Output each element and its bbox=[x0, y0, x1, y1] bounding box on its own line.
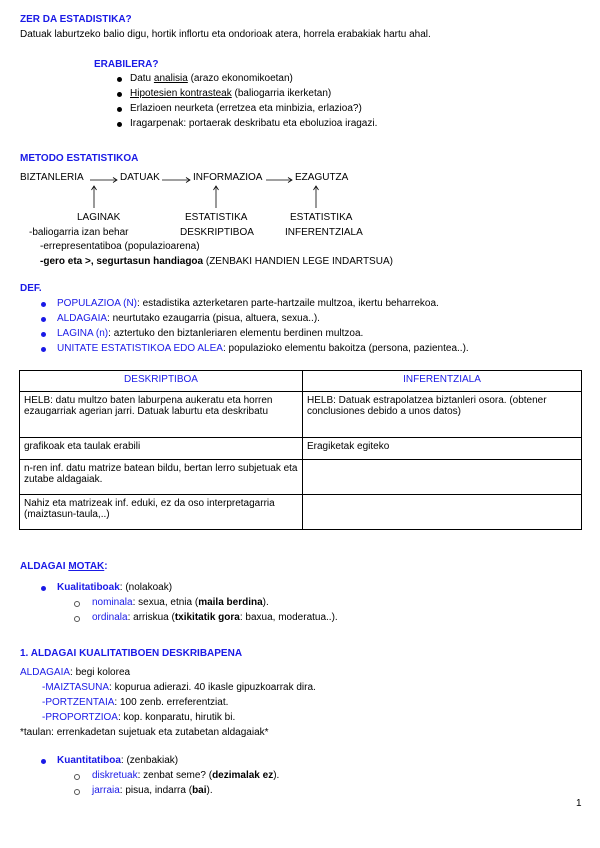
nominala-item: nominala: sexua, etnia (maila berdina). bbox=[92, 597, 269, 608]
deskriptiboa-label: ESTATISTIKA bbox=[185, 212, 248, 223]
table-cell: HELB: datu multzo baten laburpena aukeratu eta horren ezaugarriak agerian jarri. Datuak laburtu eta deskribatu bbox=[20, 392, 303, 438]
flow-step: BIZTANLERIA bbox=[20, 172, 84, 183]
inferentziala-label: INFERENTZIALA bbox=[285, 227, 363, 238]
portzentaia-line: -PORTZENTAIA: 100 zenb. erreferentziat. bbox=[42, 697, 229, 708]
deskribapena-title: 1. ALDAGAI KUALITATIBOEN DESKRIBAPENA bbox=[20, 648, 243, 659]
bullet-icon bbox=[41, 586, 46, 591]
metodo-note: -errepresentatiboa (populazioarena) bbox=[40, 241, 200, 252]
jarraia-item: jarraia: pisua, indarra (bai). bbox=[92, 785, 213, 796]
table-cell: Nahiz eta matrizeak inf. eduki, ez da oso interpretagarria (maiztasun-taula,..) bbox=[20, 495, 303, 530]
aldagaia-line: ALDAGAIA: begi kolorea bbox=[20, 667, 131, 678]
table-header: DESKRIPTIBOA bbox=[20, 371, 303, 392]
lagina-label: LAGINAK bbox=[77, 212, 121, 223]
erabilera-item: Erlazioen neurketa (erretzea eta minbizia, erlazioa?) bbox=[130, 103, 362, 114]
bullet-icon bbox=[41, 317, 46, 322]
sub-bullet-icon bbox=[74, 616, 80, 622]
deskriptiboa-label: DESKRIPTIBOA bbox=[180, 227, 254, 238]
inferentziala-label: ESTATISTIKA bbox=[290, 212, 353, 223]
diskretuak-item: diskretuak: zenbat seme? (dezimalak ez). bbox=[92, 770, 280, 781]
maiztasuna-line: -MAIZTASUNA: kopurua adierazi. 40 ikasle gipuzkoarrak dira. bbox=[42, 682, 316, 693]
table-row bbox=[20, 392, 582, 438]
proportzioa-line: -PROPORTZIOA: kop. konparatu, hirutik bi. bbox=[42, 712, 236, 723]
table-cell bbox=[303, 495, 582, 530]
def-item: LAGINA (n): aztertuko den biztanleriaren elementu berdinen multzoa. bbox=[57, 328, 364, 339]
metodo-note: -gero eta >, segurtasun handiagoa (ZENBAKI HANDIEN LEGE INDARTSUA) bbox=[40, 256, 393, 267]
erabilera-item: Iragarpenak: portaerak deskribatu eta eboluzioa iragazi. bbox=[130, 118, 378, 129]
bullet-icon bbox=[41, 759, 46, 764]
bullet-icon bbox=[41, 347, 46, 352]
flow-step: DATUAK bbox=[120, 172, 160, 183]
motak-title: ALDAGAI MOTAK: bbox=[20, 561, 108, 572]
metodo-title: METODO ESTATISTIKOA bbox=[20, 153, 139, 164]
kualitatiboak-item: Kualitatiboak: (nolakoak) bbox=[57, 582, 173, 593]
intro-title: ZER DA ESTADISTIKA? bbox=[20, 14, 132, 25]
table-header-row bbox=[20, 371, 582, 392]
flow-step: EZAGUTZA bbox=[295, 172, 349, 183]
erabilera-title: ERABILERA? bbox=[94, 59, 159, 70]
table-cell bbox=[303, 460, 582, 495]
taulan-note: *taulan: errenkadetan sujetuak eta zutabetan aldagaiak* bbox=[20, 727, 269, 738]
erabilera-item: Hipotesien kontrasteak (baliogarria ikerketan) bbox=[130, 88, 332, 99]
table-cell: grafikoak eta taulak erabili bbox=[20, 438, 303, 460]
table-header: INFERENTZIALA bbox=[303, 371, 582, 392]
table-row bbox=[20, 438, 582, 460]
def-title: DEF. bbox=[20, 283, 42, 294]
ordinala-item: ordinala: arriskua (txikitatik gora: baxua, moderatua..). bbox=[92, 612, 338, 623]
page-number: 1 bbox=[576, 798, 582, 809]
def-item: UNITATE ESTATISTIKOA EDO ALEA: populazioko elementu bakoitza (persona, pazientea..). bbox=[57, 343, 469, 354]
table-cell: Eragiketak egiteko bbox=[303, 438, 582, 460]
bullet-icon bbox=[41, 302, 46, 307]
kuantitatiboa-item: Kuantitatiboa: (zenbakiak) bbox=[57, 755, 179, 766]
metodo-note: -baliogarria izan behar bbox=[29, 227, 129, 238]
sub-bullet-icon bbox=[74, 601, 80, 607]
table-cell: HELB: Datuak estrapolatzea biztanleri osora. (obtener conclusiones debido a unos datos) bbox=[303, 392, 582, 438]
def-item: POPULAZIOA (N): estadistika azterketaren parte-hartzaile multzoa, ikertu beharrekoa. bbox=[57, 298, 439, 309]
sub-bullet-icon bbox=[74, 774, 80, 780]
def-item: ALDAGAIA: neurtutako ezaugarria (pisua, altuera, sexua..). bbox=[57, 313, 320, 324]
table-cell: n-ren inf. datu matrize batean bildu, bertan lerro subjetuak eta zutabe aldagaiak. bbox=[20, 460, 303, 495]
table-row bbox=[20, 495, 582, 530]
flow-diagram-arrows bbox=[0, 0, 600, 240]
erabilera-item: Datu analisia (arazo ekonomikoetan) bbox=[130, 73, 293, 84]
intro-text: Datuak laburtzeko balio digu, hortik inflortu eta ondorioak atera, horrela erabakiak hartu ahal. bbox=[20, 29, 431, 40]
comparison-table bbox=[19, 370, 582, 530]
bullet-icon bbox=[41, 332, 46, 337]
flow-step: INFORMAZIOA bbox=[193, 172, 263, 183]
sub-bullet-icon bbox=[74, 789, 80, 795]
table-row bbox=[20, 460, 582, 495]
